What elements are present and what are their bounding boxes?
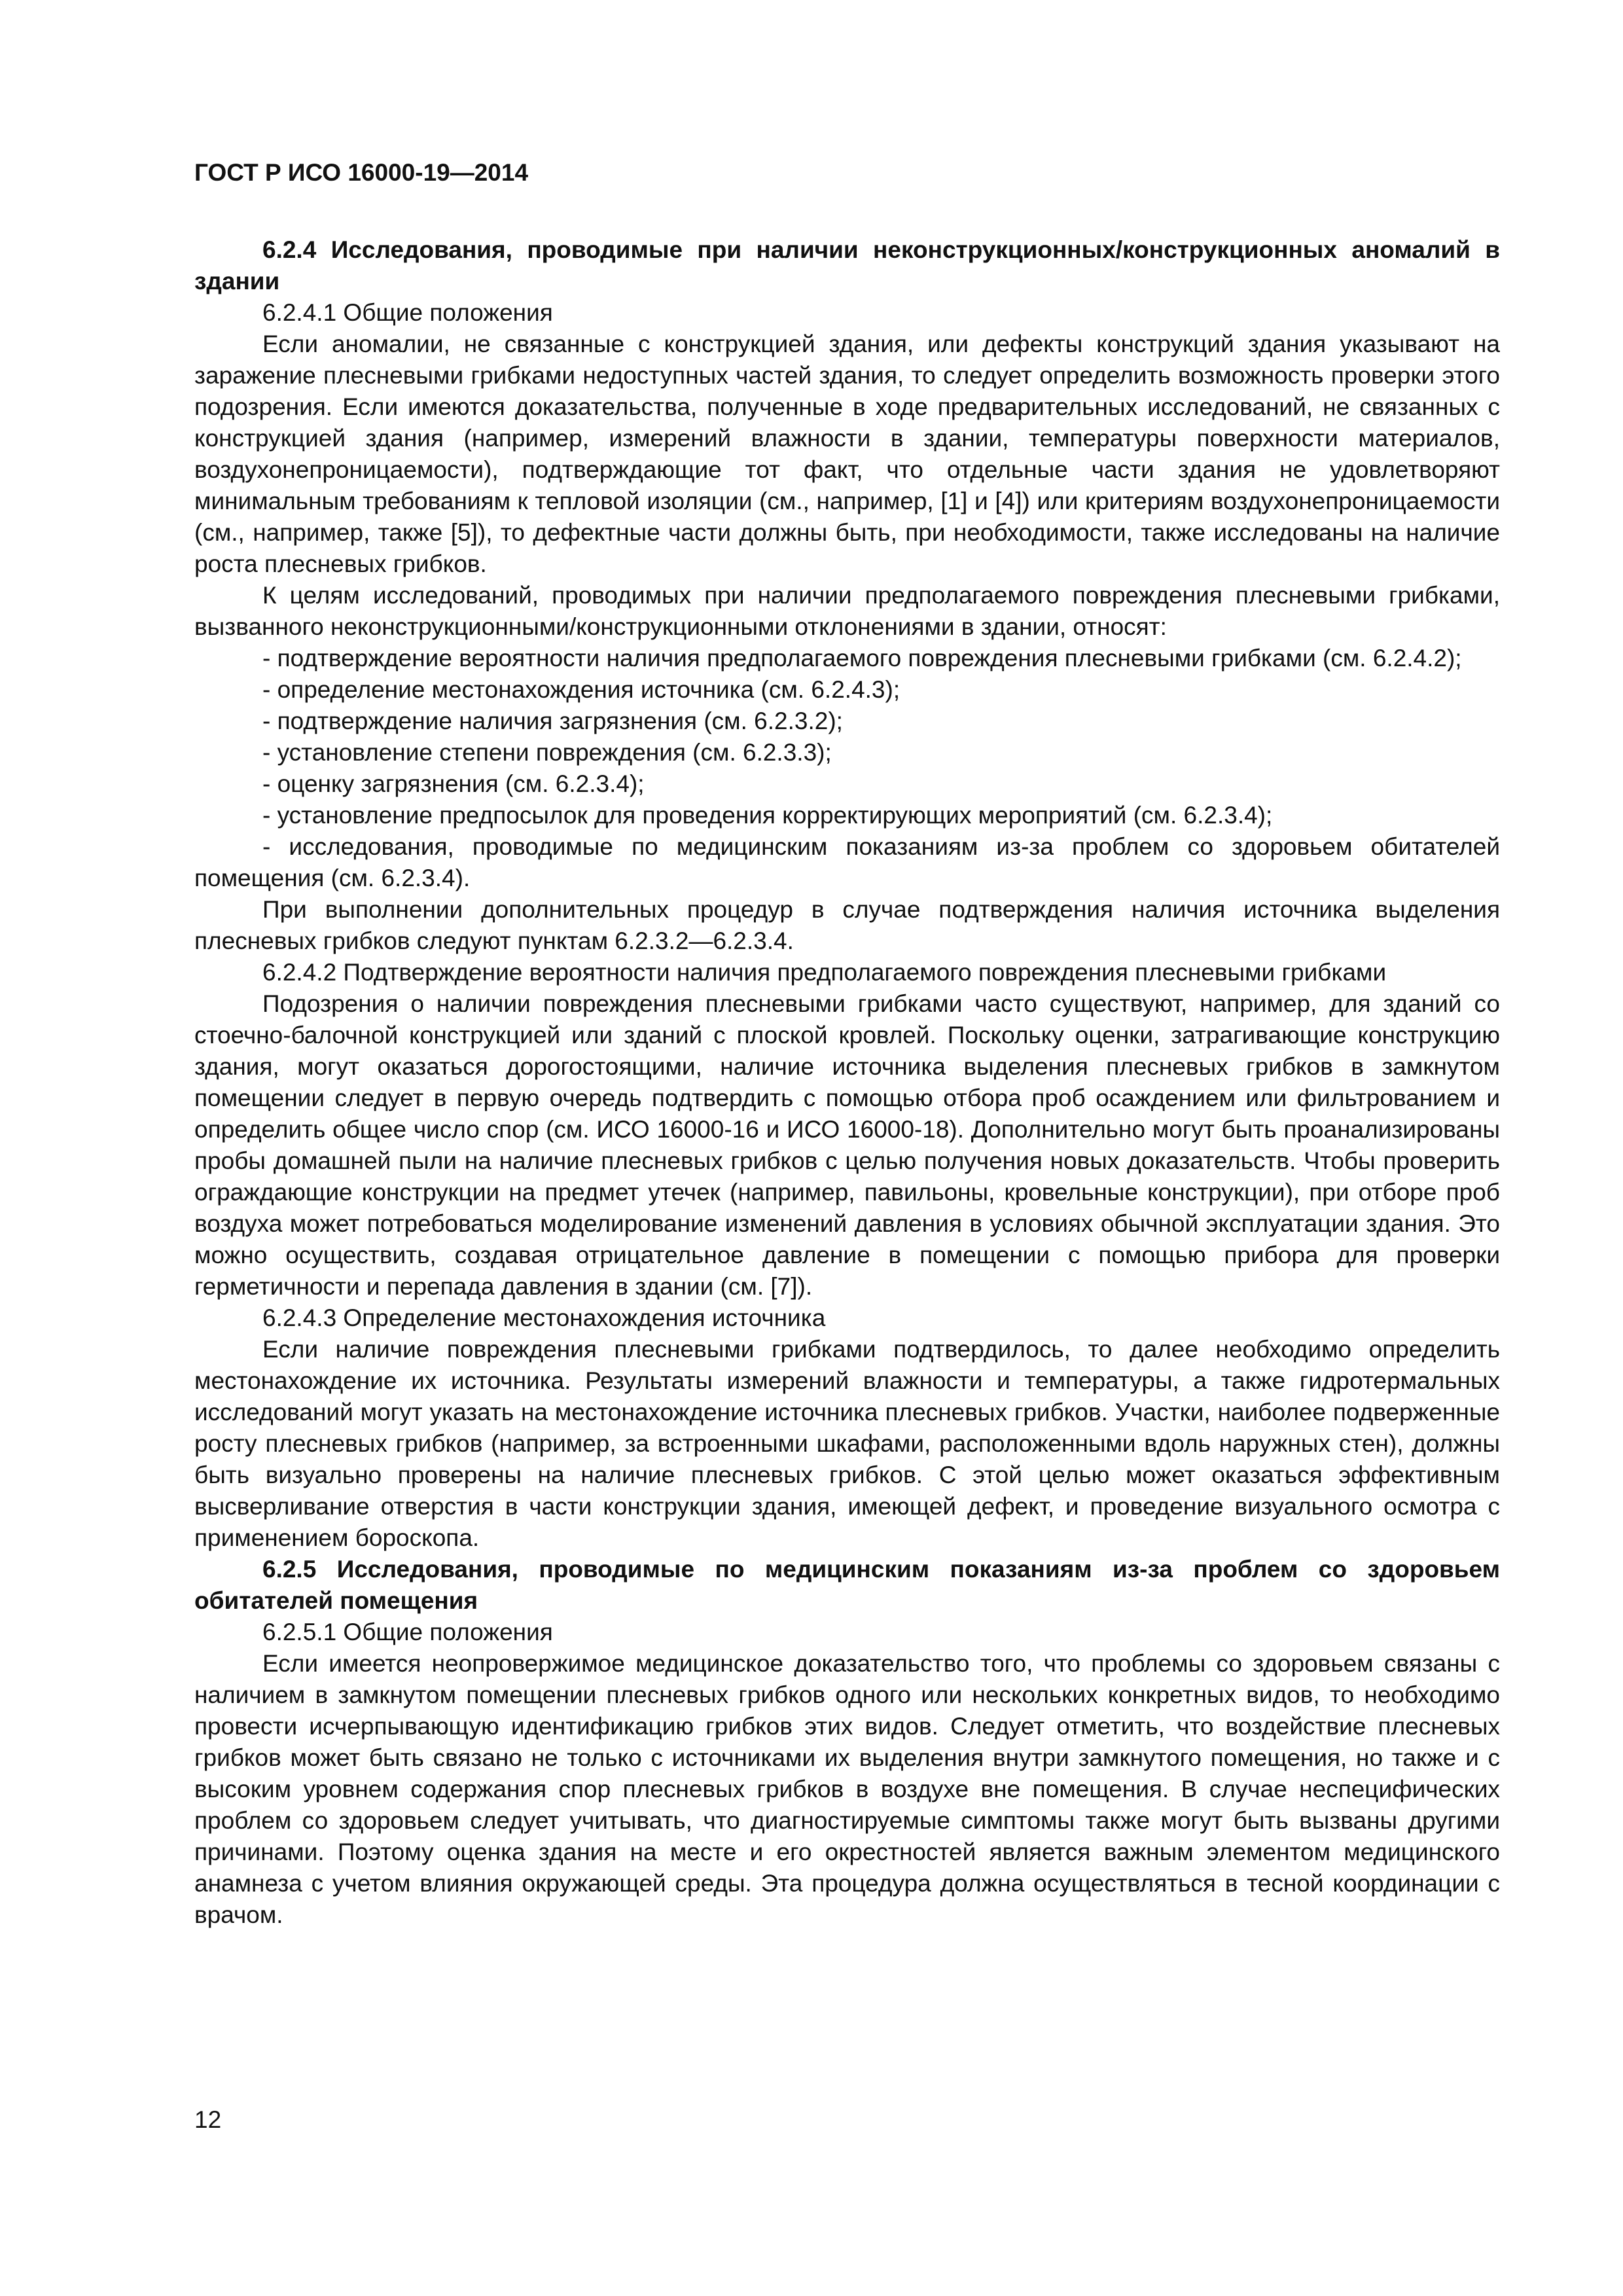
list-item: - исследования, проводимые по медицинским показаниям из-за проблем со здоровьем обитателей помещения (см. 6.2.3.4). xyxy=(194,833,1500,891)
paragraph: Если аномалии, не связанные с конструкцией здания, или дефекты конструкций здания указывают на заражение плесневыми грибками недоступных частей здания, то следует определить возможность проверки этого подозрения. Если имеются доказательства, полученные в ходе предварительных исследований, не связанных с конструкцией здания (например, измерений влажности в здании, температуры поверхности материалов, воздухонепроницаемости), подтверждающие тот факт, что отдельные части здания не удовлетворяют минимальным требованиям к тепловой изоляции (см., например, [1] и [4]) или критериям воздухонепроницаемости (см., например, также [5]), то дефектные части должны быть, при необходимости, также исследованы на наличие роста плесневых грибков. xyxy=(194,331,1500,577)
page-content xyxy=(194,157,1500,1931)
section-6-2-5-title: 6.2.5 Исследования, проводимые по медицинским показаниям из-за проблем со здоровьем обитателей помещения xyxy=(194,1556,1500,1614)
section-6-2-4-title: 6.2.4 Исследования, проводимые при наличии неконструкционных/конструкционных аномалий в здании xyxy=(194,236,1500,295)
subsection-6-2-4-3-title: 6.2.4.3 Определение местонахождения источника xyxy=(262,1304,826,1331)
list-item: - определение местонахождения источника (см. 6.2.4.3); xyxy=(262,676,901,703)
list-item: - установление степени повреждения (см. 6.2.3.3); xyxy=(262,739,832,766)
goals-list xyxy=(194,643,1500,894)
document-header: ГОСТ Р ИСО 16000-19—2014 xyxy=(194,159,529,186)
paragraph: Если имеется неопровержимое медицинское доказательство того, что проблемы со здоровьем связаны с наличием в замкнутом помещении плесневых грибков одного или нескольких конкретных видов, то необходимо провести исчерпывающую идентификацию грибков этих видов. Следует отметить, что воздействие плесневых грибков может быть связано не только с источниками их выделения внутри замкнутого помещения, но также и с высоким уровнем содержания спор плесневых грибков в воздухе вне помещения. В случае неспецифических проблем со здоровьем следует учитывать, что диагностируемые симптомы также могут быть вызваны другими причинами. Поэтому оценка здания на месте и его окрестностей является важным элементом медицинского анамнеза с учетом влияния окружающей среды. Эта процедура должна осуществляться в тесной координации с врачом. xyxy=(194,1650,1500,1928)
list-item: - подтверждение наличия загрязнения (см. 6.2.3.2); xyxy=(262,708,843,734)
list-item: - оценку загрязнения (см. 6.2.3.4); xyxy=(262,770,645,797)
paragraph: Подозрения о наличии повреждения плесневыми грибками часто существуют, например, для зданий со стоечно-балочной конструкцией или зданий с плоской кровлей. Поскольку оценки, затрагивающие конструкцию здания, могут оказаться дорогостоящими, наличие источника выделения плесневых грибков в замкнутом помещении следует в первую очередь подтвердить с помощью отбора проб осаждением или фильтрованием и определить общее число спор (см. ИСО 16000-16 и ИСО 16000-18). Дополнительно могут быть проанализированы пробы домашней пыли на наличие плесневых грибков с целью получения новых доказательств. Чтобы проверить ограждающие конструкции на предмет утечек (например, павильоны, кровельные конструкции), при отборе проб воздуха может потребоваться моделирование изменений давления в условиях обычной эксплуатации здания. Это можно осуществить, создавая отрицательное давление в помещении с помощью прибора для проверки герметичности и перепада давления в здании (см. [7]). xyxy=(194,990,1500,1300)
page-number: 12 xyxy=(194,2106,222,2133)
subsection-6-2-5-1-title: 6.2.5.1 Общие положения xyxy=(262,1619,553,1645)
paragraph: При выполнении дополнительных процедур в случае подтверждения наличия источника выделения плесневых грибков следуют пунктам 6.2.3.2—6.2.3.4. xyxy=(194,896,1500,954)
list-item: - установление предпосылок для проведения корректирующих мероприятий (см. 6.2.3.4); xyxy=(262,802,1273,829)
paragraph: К целям исследований, проводимых при наличии предполагаемого повреждения плесневыми грибками, вызванного неконструкционными/конструкционными отклонениями в здании, относят: xyxy=(194,582,1500,640)
paragraph: Если наличие повреждения плесневыми грибками подтвердилось, то далее необходимо определить местонахождение их источника. Результаты измерений влажности и температуры, а также гидротермальных исследований могут указать на местонахождение источника плесневых грибков. Участки, наиболее подверженные росту плесневых грибков (например, за встроенными шкафами, расположенными вдоль наружных стен), должны быть визуально проверены на наличие плесневых грибков. С этой целью может оказаться эффективным высверливание отверстия в части конструкции здания, имеющей дефект, и проведение визуального осмотра с применением бороскопа. xyxy=(194,1336,1500,1551)
list-item: - подтверждение вероятности наличия предполагаемого повреждения плесневыми грибками (см. 6.2.4.2); xyxy=(262,645,1462,672)
subsection-6-2-4-1-title: 6.2.4.1 Общие положения xyxy=(262,299,553,326)
subsection-6-2-4-2-title: 6.2.4.2 Подтверждение вероятности наличия предполагаемого повреждения плесневыми грибками xyxy=(262,959,1387,986)
